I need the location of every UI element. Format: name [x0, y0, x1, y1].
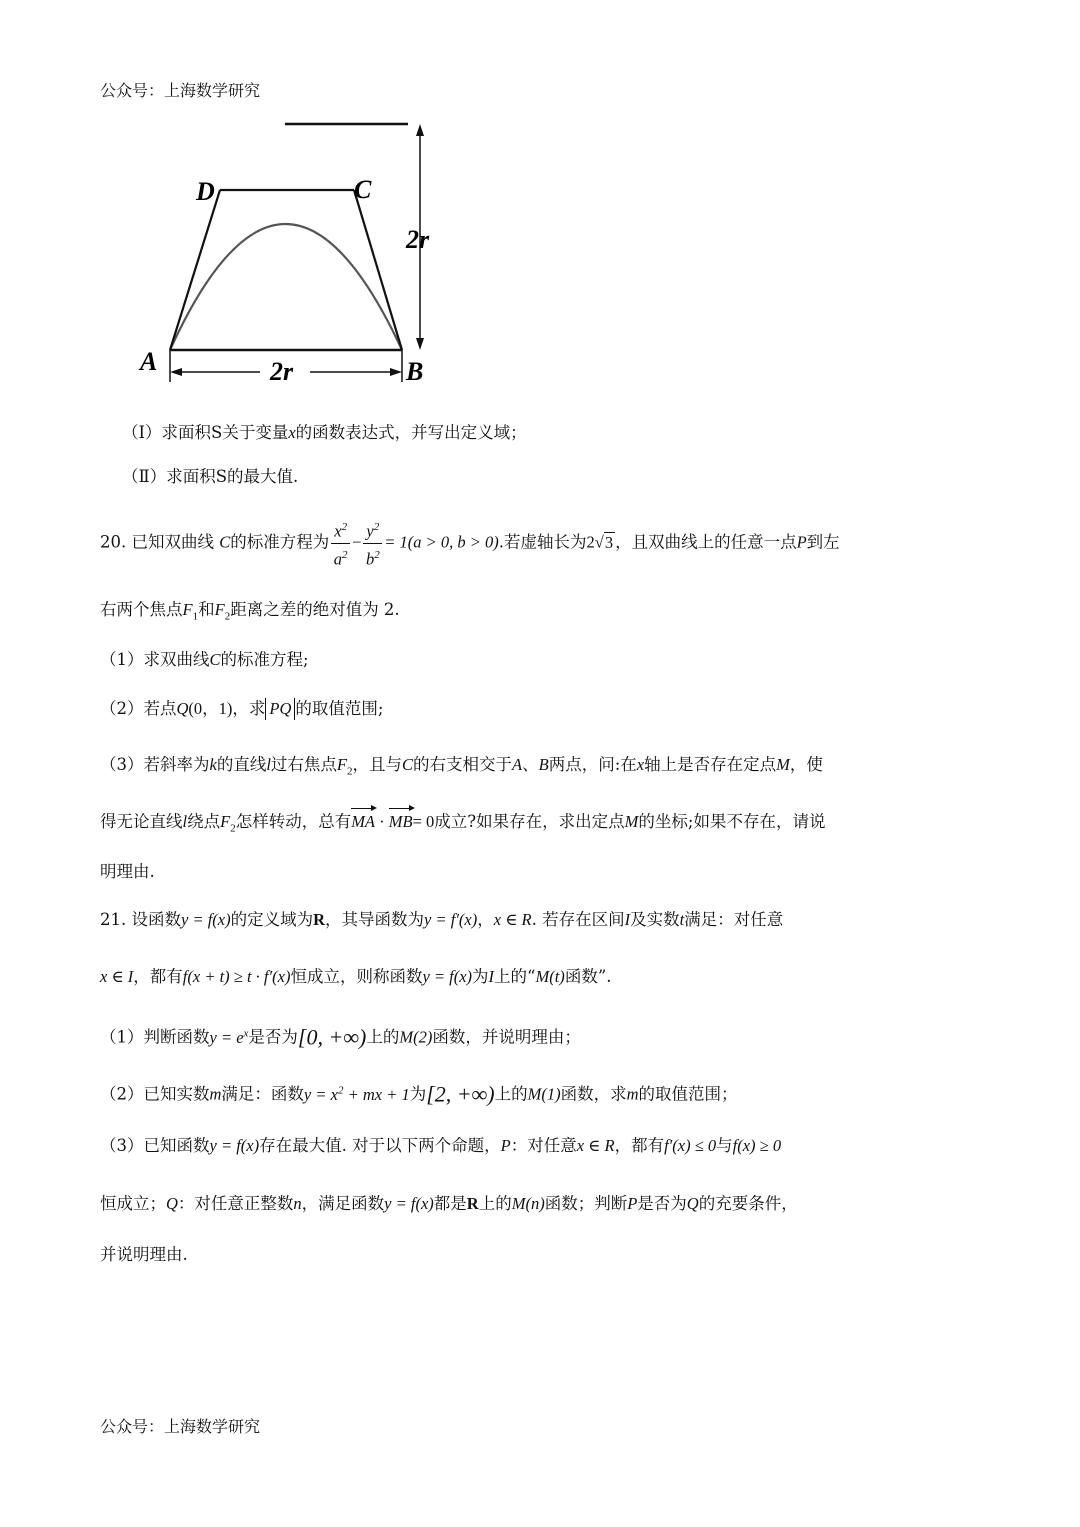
- point-q-coord: (0，1)，求: [188, 699, 266, 718]
- eq-zero: = 0: [412, 812, 435, 831]
- point-m: M: [776, 755, 790, 774]
- m-t-function: M(t): [535, 967, 565, 986]
- q19-part1: [122, 421, 527, 445]
- q20-p3-text-e: 的右支相交于: [413, 755, 513, 774]
- x-in-r: x ∈ R: [576, 1136, 615, 1155]
- proposition-q: Q: [686, 1194, 699, 1213]
- q21-p3-text-d: ，都有: [614, 1136, 665, 1155]
- q20-part1: [100, 648, 309, 672]
- punct: 、: [522, 755, 539, 774]
- q20-part2: [100, 697, 383, 721]
- interval-i: I: [488, 967, 495, 986]
- vector-ma: MA: [351, 810, 375, 834]
- point-m: M: [624, 812, 639, 831]
- slope-k: k: [209, 755, 217, 774]
- q21-p1-text-d: 函数，并说明理由；: [432, 1027, 581, 1047]
- width-arrow-left: [170, 368, 182, 376]
- q21-lead: 21. 设函数: [100, 910, 181, 929]
- q21-text-rest3: 满足：对任意: [684, 910, 784, 929]
- q20-p2-text-b: 的取值范围;: [295, 699, 384, 718]
- integer-n: n: [293, 1194, 302, 1213]
- q21-text-yu: 与: [716, 1136, 733, 1155]
- q21-p3-text-h: 都是: [433, 1194, 467, 1213]
- punct: ，: [477, 910, 494, 929]
- label-height: 2r: [406, 225, 430, 254]
- height-arrow-top: [416, 124, 424, 136]
- q20-line2-text: 右两个焦点: [100, 600, 183, 619]
- q20-line2-text-b: 距离之差的绝对值为 2.: [230, 600, 400, 619]
- segment-cb: [354, 190, 402, 350]
- q21-p3-text-g: ，满足函数: [301, 1194, 385, 1213]
- point-q: Q: [176, 699, 189, 718]
- q20-p3-text-k: 怎样转动，总有: [235, 812, 352, 831]
- q20-p2-text: （2）若点: [100, 699, 177, 718]
- q20-p3-text-m: 的坐标;如果不存在，请说: [638, 812, 826, 831]
- sqrt-three: 3: [604, 532, 614, 552]
- real-m: m: [626, 1084, 639, 1104]
- q20-p3-text-l: 成立?如果存在，求出定点: [434, 812, 625, 831]
- m-n-function: M(n): [511, 1194, 545, 1213]
- q21-p2-text-f: 的取值范围；: [638, 1084, 738, 1104]
- interval-i: I: [624, 910, 631, 929]
- set-r-bold: R: [313, 910, 326, 929]
- q20-part3-line3: 明理由.: [100, 862, 155, 881]
- q20-p1-text-b: 的标准方程;: [220, 650, 309, 669]
- q21-p3-text-b: 存在最大值. 对于以下两个命题，: [259, 1136, 501, 1155]
- func-yfx: y = f(x): [384, 1194, 434, 1213]
- page-header: 公众号：上海数学研究: [100, 81, 261, 100]
- func-yfx: y = f(x): [209, 1136, 260, 1155]
- focus-f1: $F_1$: [182, 600, 199, 623]
- proposition-q: Q: [166, 1194, 178, 1213]
- q21-p3-text-f: ：对任意正整数: [177, 1194, 294, 1213]
- set-r-bold: R: [466, 1194, 479, 1213]
- q20-text: 的标准方程为: [230, 532, 330, 552]
- parabola-trapezoid-figure: [130, 110, 450, 395]
- q21-text-func: 函数”.: [564, 967, 612, 986]
- eq-rhs: = 1(a > 0, b > 0): [384, 532, 499, 552]
- interval-zero-inf: [0, +∞): [297, 1024, 367, 1050]
- frac-y2-b2: $\frac{y^2}{b^2}$: [363, 516, 382, 570]
- q21-p2-text-e: 函数，求: [560, 1084, 627, 1104]
- func-exp: $y = e^x$: [209, 1027, 249, 1047]
- q21-p3-text-i: 上的: [478, 1194, 512, 1213]
- q21-text-hold: 恒成立，则称函数: [290, 967, 423, 986]
- axis-x: x: [636, 755, 645, 774]
- q20-text-virt: .若虚轴长为: [498, 532, 587, 552]
- q21-text: 的定义域为: [230, 910, 314, 929]
- q20-p3-text-h: ，使: [789, 755, 823, 774]
- q21-part3-line3: 并说明理由.: [100, 1245, 188, 1264]
- q19-part1-text-b: 的函数表达式，并写出定义域；: [295, 423, 527, 442]
- q21-p2-text-d: 上的: [494, 1084, 528, 1104]
- focus-f2: $F_2$: [220, 812, 236, 835]
- q21-p3-text-l: 的充要条件，: [698, 1194, 798, 1213]
- func-quadratic: $y = x^2$ + mx + 1: [303, 1084, 410, 1104]
- q20-and: 和: [198, 600, 215, 619]
- q20-part3-line1: [100, 753, 823, 783]
- func-deriv: y = f′(x): [424, 910, 478, 929]
- q21-p3-text: （3）已知函数: [100, 1136, 210, 1155]
- q21-p1-text-b: 是否为: [248, 1027, 298, 1047]
- q20-p3-text-i: 得无论直线: [100, 812, 183, 831]
- q21-part3-line2: [100, 1192, 798, 1216]
- abs-pq: PQ: [265, 698, 295, 720]
- line-l: l: [266, 755, 271, 774]
- q20-lead: 20. 已知双曲线: [100, 532, 214, 552]
- q21-p2-text-b: 满足：函数: [221, 1084, 304, 1104]
- q21-p3-text-e: 恒成立；: [100, 1194, 166, 1213]
- q20-p3-text-j: 绕点: [187, 812, 221, 831]
- q21-line1: [100, 908, 783, 932]
- q21-text-rest2: 及实数: [630, 910, 680, 929]
- label-b: B: [406, 357, 424, 386]
- q21-p1-text: （1）判断函数: [100, 1027, 210, 1047]
- q20-p3-text-b: 的直线: [216, 755, 267, 774]
- q20-p1-text: （1）求双曲线: [100, 650, 210, 669]
- label-width: 2r: [270, 357, 294, 386]
- q21-p3-text-j: 函数；判断: [544, 1194, 628, 1213]
- focus-f2: $F_2$: [214, 600, 231, 623]
- q21-p1-text-c: 上的: [366, 1027, 400, 1047]
- curve-c: C: [219, 532, 231, 552]
- q20-p3-text-d: ，且与: [352, 755, 403, 774]
- deriv-le-zero: f′(x) ≤ 0: [664, 1136, 717, 1155]
- real-t: t: [679, 910, 685, 929]
- point-a: A: [512, 755, 523, 774]
- q20-text-left: 到左: [806, 532, 840, 552]
- curve-c: C: [209, 650, 221, 669]
- q20-p3-text-c: 过右焦点: [270, 755, 337, 774]
- width-arrow-right: [390, 368, 402, 376]
- proposition-p: P: [500, 1136, 511, 1155]
- height-arrow-bottom: [416, 338, 424, 350]
- q21-part2: [100, 1078, 738, 1107]
- label-c: C: [354, 175, 372, 204]
- parabola-curve: [170, 224, 402, 350]
- label-a: A: [140, 347, 158, 376]
- inequality: f(x + t) ≥ t · f′(x): [182, 967, 291, 986]
- q21-text-on: 上的“: [494, 967, 536, 986]
- q20-p3-text-g: 轴上是否存在定点: [644, 755, 777, 774]
- q20-p3-text: （3）若斜率为: [100, 755, 210, 774]
- focus-f2: $F_2$: [336, 755, 353, 778]
- q21-p3-text-k: 是否为: [637, 1194, 687, 1213]
- q21-p2-text-c: 为: [409, 1084, 427, 1104]
- q21-text-rest1: . 若存在区间: [531, 910, 625, 929]
- interval-two-inf: [2, +∞): [426, 1081, 495, 1107]
- q21-p2-text: （2）已知实数: [100, 1084, 210, 1104]
- q20-text-rest: ，且双曲线上的任意一点: [615, 532, 797, 552]
- func-yfx: y = f(x): [422, 967, 473, 986]
- curve-c: C: [402, 755, 414, 774]
- q21-text-all: ，都有: [133, 967, 183, 986]
- q20-line1: 20. 已知双曲线 C的标准方程为 $\frac{x^2}{a^2}$ − $\frac{y^2}{b^2}$ = 1(a > 0, b > 0).若虚轴长为2√3 ，且双曲线上的任意一点P到左: [100, 516, 840, 570]
- label-d: D: [196, 177, 215, 206]
- func-yfx: y = f(x): [181, 910, 231, 929]
- q21-part1: [100, 1021, 581, 1050]
- q21-part3-line1: [100, 1134, 781, 1158]
- proposition-p: P: [627, 1194, 638, 1213]
- m-2-function: M(2): [399, 1027, 433, 1047]
- q21-text-deriv: ，其导函数为: [325, 910, 425, 929]
- variable-x: x: [288, 423, 296, 442]
- q19-part2: （Ⅱ）求面积S的最大值.: [122, 467, 299, 486]
- q21-text-for: 为: [472, 967, 489, 986]
- point-b: B: [538, 755, 549, 774]
- q21-line2: [100, 965, 612, 989]
- segment-ad: [170, 190, 220, 350]
- line-l: l: [182, 812, 188, 831]
- x-in-i: x ∈ I: [100, 967, 134, 986]
- real-m: m: [209, 1084, 222, 1104]
- q21-p3-text-c: ：对任意: [510, 1136, 577, 1155]
- q20-p3-text-f: 两点，问:在: [548, 755, 637, 774]
- frac-x2-a2: $\frac{x^2}{a^2}$: [331, 516, 350, 570]
- page-footer: 公众号：上海数学研究: [100, 1417, 261, 1436]
- num-two: 2: [586, 532, 595, 552]
- q19-part1-text: （Ⅰ）求面积S关于变量: [122, 423, 289, 442]
- vector-mb: MB: [389, 810, 413, 834]
- func-ge-zero: f(x) ≥ 0: [732, 1136, 782, 1155]
- q20-line2: [100, 598, 400, 628]
- q20-part3-line2: 得无论直线l绕点$F_2$怎样转动，总有MA · MB= 0成立?如果存在，求出定点M的坐标;如果不存在，请说: [100, 812, 826, 835]
- point-p: P: [796, 532, 807, 552]
- x-in-r: x ∈ R: [493, 910, 532, 929]
- m-1-function: M(1): [527, 1084, 561, 1104]
